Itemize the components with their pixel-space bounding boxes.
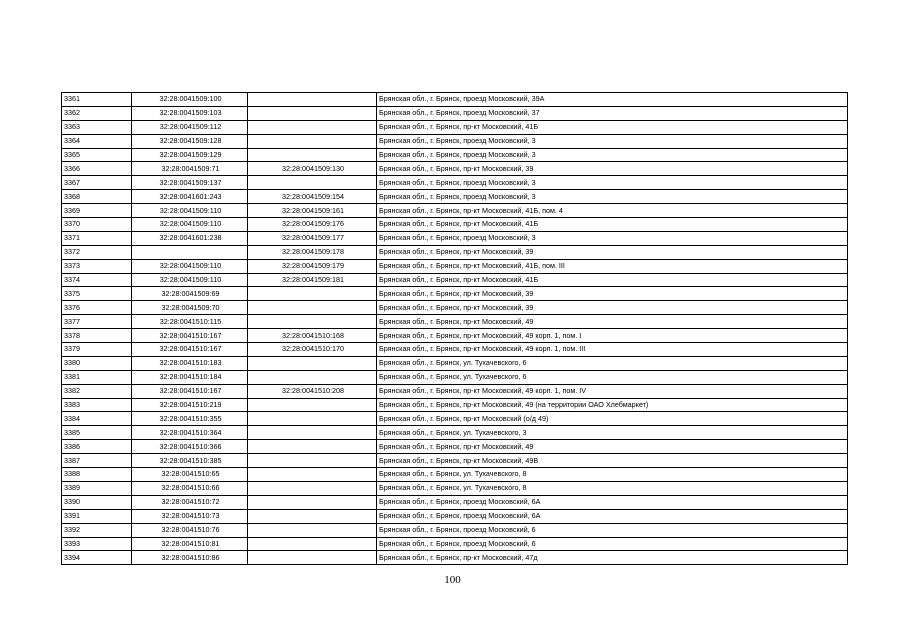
table-row: [62, 106, 848, 120]
table-row: [62, 120, 848, 134]
related-cadastral-number-cell: [248, 356, 377, 370]
address-cell: Брянская обл., г. Брянск, пр-кт Московский, 49 корп. 1, пом. IV: [377, 384, 848, 398]
address-cell: Брянская обл., г. Брянск, пр-кт Московский, 49 корп. 1, пом. III: [377, 343, 848, 357]
cadastral-number-cell: 32:28:0041509:110: [132, 259, 248, 273]
row-number-cell: 3381: [62, 370, 132, 384]
table-row: [62, 315, 848, 329]
address-cell: Брянская обл., г. Брянск, проезд Московский, 3: [377, 231, 848, 245]
row-number-cell: 3363: [62, 120, 132, 134]
row-number-cell: 3366: [62, 162, 132, 176]
related-cadastral-number-cell: 32:28:0041509:130: [248, 162, 377, 176]
table-row: [62, 259, 848, 273]
address-cell: Брянская обл., г. Брянск, пр-кт Московский, 49: [377, 440, 848, 454]
address-cell: Брянская обл., г. Брянск, пр-кт Московский, 41Б, пом. 4: [377, 204, 848, 218]
row-number-cell: 3369: [62, 204, 132, 218]
address-cell: Брянская обл., г. Брянск, ул. Тухачевского, 8: [377, 481, 848, 495]
cadastral-number-cell: 32:28:0041509:110: [132, 204, 248, 218]
related-cadastral-number-cell: 32:28:0041509:154: [248, 190, 377, 204]
table-row: [62, 329, 848, 343]
row-number-cell: 3379: [62, 343, 132, 357]
address-cell: Брянская обл., г. Брянск, проезд Московский, 39А: [377, 93, 848, 107]
row-number-cell: 3368: [62, 190, 132, 204]
row-number-cell: 3361: [62, 93, 132, 107]
table-row: [62, 509, 848, 523]
table-row: [62, 356, 848, 370]
table-row: [62, 245, 848, 259]
related-cadastral-number-cell: [248, 509, 377, 523]
cadastral-number-cell: 32:28:0041601:243: [132, 190, 248, 204]
row-number-cell: 3371: [62, 231, 132, 245]
address-cell: Брянская обл., г. Брянск, проезд Московский, 6: [377, 537, 848, 551]
table-row: [62, 218, 848, 232]
cadastral-number-cell: 32:28:0041509:69: [132, 287, 248, 301]
table-body: [62, 93, 848, 565]
table-row: [62, 468, 848, 482]
table-row: [62, 273, 848, 287]
related-cadastral-number-cell: [248, 481, 377, 495]
table-row: [62, 412, 848, 426]
cadastral-number-cell: 32:28:0041510:76: [132, 523, 248, 537]
cadastral-number-cell: 32:28:0041510:86: [132, 551, 248, 565]
row-number-cell: 3372: [62, 245, 132, 259]
cadastral-number-cell: [132, 245, 248, 259]
related-cadastral-number-cell: 32:28:0041509:181: [248, 273, 377, 287]
related-cadastral-number-cell: 32:28:0041510:208: [248, 384, 377, 398]
table-row: [62, 343, 848, 357]
row-number-cell: 3386: [62, 440, 132, 454]
cadastral-number-cell: 32:28:0041510:184: [132, 370, 248, 384]
related-cadastral-number-cell: [248, 176, 377, 190]
cadastral-number-cell: 32:28:0041510:355: [132, 412, 248, 426]
cadastral-number-cell: 32:28:0041510:81: [132, 537, 248, 551]
related-cadastral-number-cell: 32:28:0041509:179: [248, 259, 377, 273]
row-number-cell: 3385: [62, 426, 132, 440]
related-cadastral-number-cell: [248, 106, 377, 120]
row-number-cell: 3383: [62, 398, 132, 412]
related-cadastral-number-cell: [248, 120, 377, 134]
row-number-cell: 3388: [62, 468, 132, 482]
page-number: 100: [444, 574, 461, 586]
address-cell: Брянская обл., г. Брянск, ул. Тухачевского, 8: [377, 468, 848, 482]
address-cell: Брянская обл., г. Брянск, пр-кт Московский, 41Б: [377, 120, 848, 134]
row-number-cell: 3392: [62, 523, 132, 537]
related-cadastral-number-cell: 32:28:0041509:177: [248, 231, 377, 245]
related-cadastral-number-cell: [248, 93, 377, 107]
table-row: [62, 523, 848, 537]
cadastral-number-cell: 32:28:0041509:100: [132, 93, 248, 107]
cadastral-number-cell: 32:28:0041510:66: [132, 481, 248, 495]
address-cell: Брянская обл., г. Брянск, ул. Тухачевского, 3: [377, 426, 848, 440]
cadastral-number-cell: 32:28:0041509:70: [132, 301, 248, 315]
table-row: [62, 551, 848, 565]
cadastral-number-cell: 32:28:0041509:103: [132, 106, 248, 120]
row-number-cell: 3387: [62, 454, 132, 468]
cadastral-number-cell: 32:28:0041510:73: [132, 509, 248, 523]
address-cell: Брянская обл., г. Брянск, проезд Московский, 3: [377, 176, 848, 190]
row-number-cell: 3373: [62, 259, 132, 273]
row-number-cell: 3376: [62, 301, 132, 315]
table-row: [62, 301, 848, 315]
table-row: [62, 454, 848, 468]
row-number-cell: 3384: [62, 412, 132, 426]
cadastral-number-cell: 32:28:0041510:219: [132, 398, 248, 412]
related-cadastral-number-cell: [248, 287, 377, 301]
address-cell: Брянская обл., г. Брянск, пр-кт Московский (о/д 49): [377, 412, 848, 426]
table-row: [62, 162, 848, 176]
row-number-cell: 3391: [62, 509, 132, 523]
cadastral-number-cell: 32:28:0041509:112: [132, 120, 248, 134]
row-number-cell: 3393: [62, 537, 132, 551]
address-cell: Брянская обл., г. Брянск, пр-кт Московский, 41Б: [377, 218, 848, 232]
table-row: [62, 398, 848, 412]
address-cell: Брянская обл., г. Брянск, ул. Тухачевского, 6: [377, 356, 848, 370]
related-cadastral-number-cell: [248, 551, 377, 565]
related-cadastral-number-cell: [248, 301, 377, 315]
table-row: [62, 148, 848, 162]
cadastral-number-cell: 32:28:0041509:129: [132, 148, 248, 162]
related-cadastral-number-cell: [248, 537, 377, 551]
cadastral-number-cell: 32:28:0041510:115: [132, 315, 248, 329]
table-row: [62, 190, 848, 204]
row-number-cell: 3394: [62, 551, 132, 565]
related-cadastral-number-cell: 32:28:0041509:178: [248, 245, 377, 259]
table-row: [62, 384, 848, 398]
table-row: [62, 537, 848, 551]
related-cadastral-number-cell: 32:28:0041509:176: [248, 218, 377, 232]
related-cadastral-number-cell: [248, 426, 377, 440]
related-cadastral-number-cell: [248, 523, 377, 537]
cadastral-number-cell: 32:28:0041510:167: [132, 384, 248, 398]
table-row: [62, 176, 848, 190]
row-number-cell: 3378: [62, 329, 132, 343]
address-cell: Брянская обл., г. Брянск, проезд Московский, 6А: [377, 495, 848, 509]
related-cadastral-number-cell: [248, 398, 377, 412]
address-cell: Брянская обл., г. Брянск, пр-кт Московский, 49В: [377, 454, 848, 468]
table-row: [62, 134, 848, 148]
table-row: [62, 231, 848, 245]
row-number-cell: 3370: [62, 218, 132, 232]
address-cell: Брянская обл., г. Брянск, пр-кт Московский, 39: [377, 287, 848, 301]
row-number-cell: 3362: [62, 106, 132, 120]
cadastral-number-cell: 32:28:0041509:110: [132, 273, 248, 287]
table-row: [62, 440, 848, 454]
table-row: [62, 495, 848, 509]
table-row: [62, 370, 848, 384]
cadastral-number-cell: 32:28:0041510:385: [132, 454, 248, 468]
row-number-cell: 3380: [62, 356, 132, 370]
address-cell: Брянская обл., г. Брянск, проезд Московский, 3: [377, 134, 848, 148]
row-number-cell: 3377: [62, 315, 132, 329]
cadastral-number-cell: 32:28:0041509:137: [132, 176, 248, 190]
related-cadastral-number-cell: [248, 315, 377, 329]
cadastral-table: [61, 92, 848, 565]
cadastral-number-cell: 32:28:0041510:65: [132, 468, 248, 482]
address-cell: Брянская обл., г. Брянск, пр-кт Московский, 47д: [377, 551, 848, 565]
address-cell: Брянская обл., г. Брянск, ул. Тухачевского, 6: [377, 370, 848, 384]
cadastral-number-cell: 32:28:0041510:364: [132, 426, 248, 440]
related-cadastral-number-cell: [248, 134, 377, 148]
related-cadastral-number-cell: 32:28:0041510:170: [248, 343, 377, 357]
address-cell: Брянская обл., г. Брянск, проезд Московский, 3: [377, 190, 848, 204]
address-cell: Брянская обл., г. Брянск, пр-кт Московский, 39: [377, 301, 848, 315]
row-number-cell: 3374: [62, 273, 132, 287]
address-cell: Брянская обл., г. Брянск, пр-кт Московский, 41Б, пом. III: [377, 259, 848, 273]
related-cadastral-number-cell: [248, 148, 377, 162]
cadastral-number-cell: 32:28:0041510:167: [132, 329, 248, 343]
row-number-cell: 3365: [62, 148, 132, 162]
cadastral-number-cell: 32:28:0041509:71: [132, 162, 248, 176]
table-row: [62, 287, 848, 301]
address-cell: Брянская обл., г. Брянск, пр-кт Московский, 49 корп. 1, пом. I: [377, 329, 848, 343]
row-number-cell: 3389: [62, 481, 132, 495]
address-cell: Брянская обл., г. Брянск, проезд Московский, 37: [377, 106, 848, 120]
address-cell: Брянская обл., г. Брянск, пр-кт Московский, 39: [377, 162, 848, 176]
row-number-cell: 3382: [62, 384, 132, 398]
row-number-cell: 3390: [62, 495, 132, 509]
address-cell: Брянская обл., г. Брянск, пр-кт Московский, 41Б: [377, 273, 848, 287]
related-cadastral-number-cell: [248, 440, 377, 454]
table-row: [62, 426, 848, 440]
row-number-cell: 3375: [62, 287, 132, 301]
cadastral-number-cell: 32:28:0041510:366: [132, 440, 248, 454]
table-row: [62, 93, 848, 107]
address-cell: Брянская обл., г. Брянск, проезд Московский, 6А: [377, 509, 848, 523]
related-cadastral-number-cell: [248, 495, 377, 509]
address-cell: Брянская обл., г. Брянск, проезд Московский, 3: [377, 148, 848, 162]
cadastral-number-cell: 32:28:0041510:72: [132, 495, 248, 509]
related-cadastral-number-cell: 32:28:0041509:161: [248, 204, 377, 218]
cadastral-number-cell: 32:28:0041509:110: [132, 218, 248, 232]
cadastral-number-cell: 32:28:0041510:183: [132, 356, 248, 370]
table-row: [62, 481, 848, 495]
table-row: [62, 204, 848, 218]
related-cadastral-number-cell: [248, 412, 377, 426]
related-cadastral-number-cell: [248, 454, 377, 468]
related-cadastral-number-cell: 32:28:0041510:168: [248, 329, 377, 343]
related-cadastral-number-cell: [248, 370, 377, 384]
cadastral-number-cell: 32:28:0041601:238: [132, 231, 248, 245]
address-cell: Брянская обл., г. Брянск, пр-кт Московский, 49 (на территории ОАО Хлебмаркет): [377, 398, 848, 412]
address-cell: Брянская обл., г. Брянск, пр-кт Московский, 49: [377, 315, 848, 329]
cadastral-number-cell: 32:28:0041510:167: [132, 343, 248, 357]
address-cell: Брянская обл., г. Брянск, пр-кт Московский, 39: [377, 245, 848, 259]
address-cell: Брянская обл., г. Брянск, проезд Московский, 6: [377, 523, 848, 537]
row-number-cell: 3364: [62, 134, 132, 148]
row-number-cell: 3367: [62, 176, 132, 190]
cadastral-number-cell: 32:28:0041509:128: [132, 134, 248, 148]
related-cadastral-number-cell: [248, 468, 377, 482]
